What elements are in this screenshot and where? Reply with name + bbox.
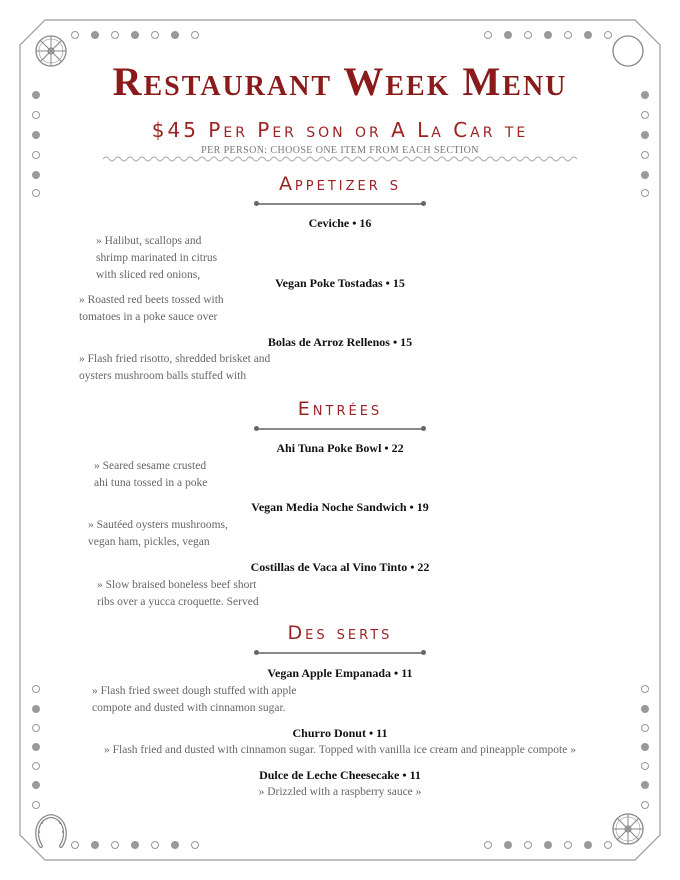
- menu-item-name: Dulce de Leche Cheesecake • 11: [259, 768, 421, 782]
- menu-item-description: » Flash fried sweet dough stuffed with apple compote and dusted with cinnamon sugar.: [92, 685, 297, 714]
- border-dot: [525, 842, 532, 849]
- menu-item-description: » Flash fried risotto, shredded brisket and oysters mushroom balls stuffed with: [79, 353, 271, 382]
- border-dot: [545, 32, 552, 39]
- border-dot: [132, 32, 139, 39]
- menu-title: Restaurant Week Menu: [112, 59, 568, 104]
- section-heading-desserts: Des serts: [287, 622, 393, 644]
- wagon-wheel-icon: [611, 812, 645, 846]
- border-dot: [485, 32, 492, 39]
- menu-subtitle: $45 Per Per son or A La Car te: [151, 118, 529, 142]
- section-heading-appetizers: Appetizer s: [278, 173, 402, 195]
- menu-instructions: PER PERSON: CHOOSE ONE ITEM FROM EACH SECTION: [201, 145, 479, 156]
- menu-item-name: Ahi Tuna Poke Bowl • 22: [276, 441, 404, 455]
- menu-item-description: » Roasted red beets tossed with tomatoes in a poke sauce over: [79, 294, 224, 323]
- menu-item-description: » Seared sesame crusted ahi tuna tossed in a poke: [94, 460, 208, 489]
- border-dot: [545, 842, 552, 849]
- menu-item-name: Costillas de Vaca al Vino Tinto • 22: [250, 560, 430, 574]
- menu-item-description: » Slow braised boneless beef short ribs over a yucca croquette. Served: [97, 579, 259, 608]
- border-dot: [132, 842, 139, 849]
- menu-item-description: » Halibut, scallops and shrimp marinated in citrus with sliced red onions,: [96, 235, 218, 281]
- menu-item-description: » Flash fried and dusted with cinnamon sugar. Topped with vanilla ice cream and pineapple compote »: [104, 744, 576, 756]
- border-dot: [565, 842, 572, 849]
- menu-item-description: » Drizzled with a raspberry sauce »: [258, 786, 422, 798]
- border-dot: [112, 842, 119, 849]
- section-rule: [256, 652, 424, 654]
- border-dot: [72, 32, 79, 39]
- border-dot: [642, 802, 649, 809]
- border-dot: [152, 842, 159, 849]
- border-dot: [192, 842, 199, 849]
- horseshoe-icon: [32, 810, 70, 850]
- border-dot: [642, 706, 649, 713]
- border-dot: [505, 842, 512, 849]
- border-dot: [642, 686, 649, 693]
- border-dot: [585, 842, 592, 849]
- border-dot: [112, 32, 119, 39]
- menu-item-name: Churro Donut • 11: [292, 726, 388, 740]
- border-dot: [505, 32, 512, 39]
- border-dot: [525, 32, 532, 39]
- menu-item-name: Vegan Apple Empanada • 11: [267, 666, 413, 680]
- section-rule: [256, 203, 424, 205]
- border-dot: [72, 842, 79, 849]
- border-dot: [92, 842, 99, 849]
- border-dot: [485, 842, 492, 849]
- menu-item-description: » Sautéed oysters mushrooms, vegan ham, pickles, vegan: [88, 519, 228, 548]
- section-heading-entrees: Entrées: [297, 398, 383, 420]
- border-dot: [33, 706, 40, 713]
- border-dot: [192, 32, 199, 39]
- border-dot: [33, 802, 40, 809]
- border-dot: [172, 32, 179, 39]
- menu-item-name: Ceviche • 16: [308, 216, 372, 230]
- border-dot: [585, 32, 592, 39]
- border-dot: [172, 842, 179, 849]
- border-dot: [152, 32, 159, 39]
- border-dot: [565, 32, 572, 39]
- border-dot: [33, 686, 40, 693]
- section-rule: [256, 428, 424, 430]
- menu-item-name: Bolas de Arroz Rellenos • 15: [267, 335, 413, 349]
- menu-item-name: Vegan Poke Tostadas • 15: [275, 276, 405, 290]
- wavy-divider: [103, 155, 577, 163]
- menu-item-name: Vegan Media Noche Sandwich • 19: [251, 500, 429, 514]
- border-dot: [92, 32, 99, 39]
